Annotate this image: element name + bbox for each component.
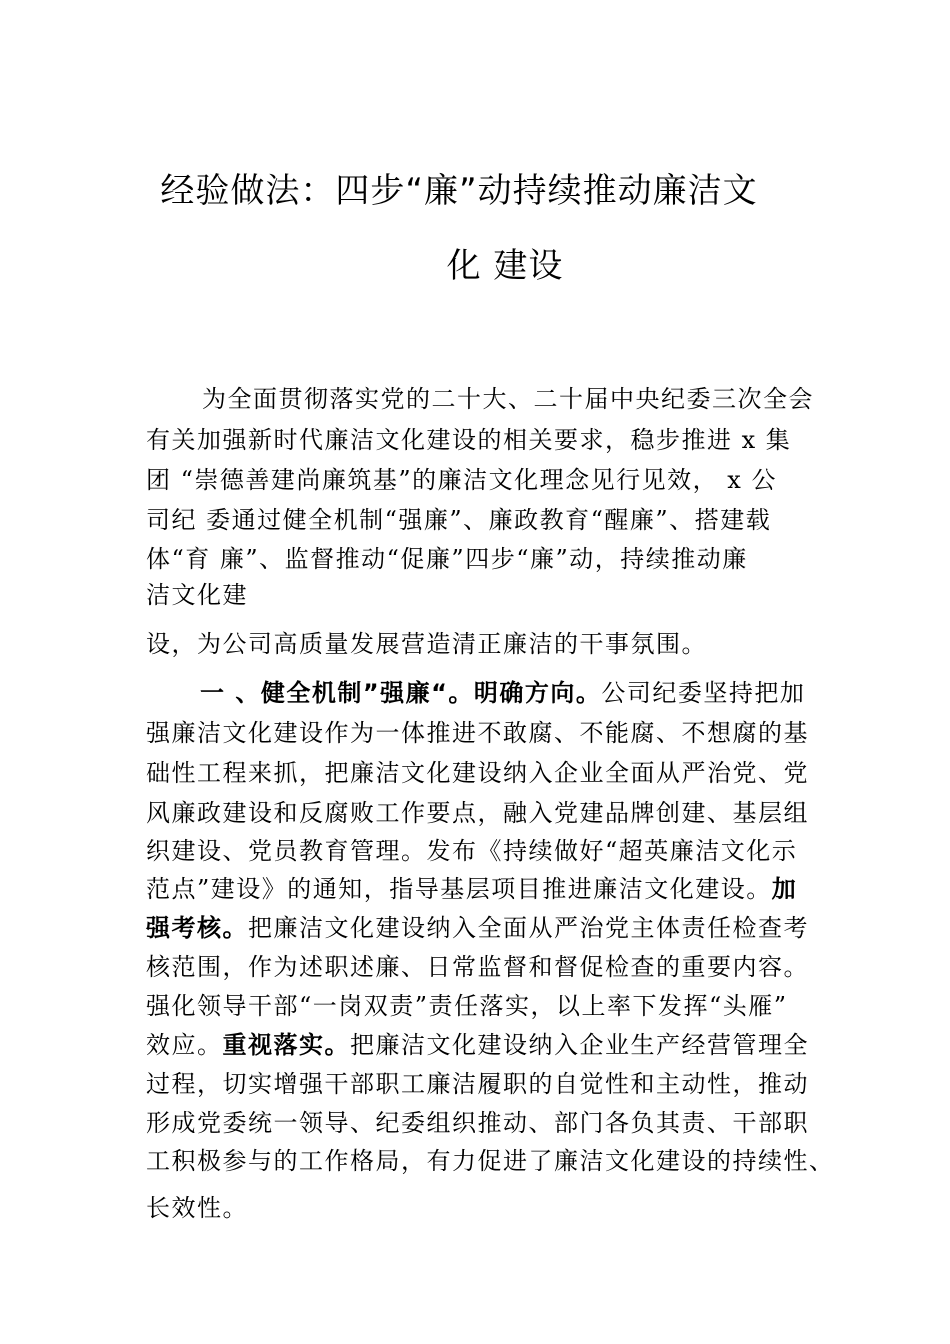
document-title-line-2: 化 建设 bbox=[446, 246, 564, 286]
document-title-line-1: 经验做法：四步“廉”动持续推动廉洁文 bbox=[160, 171, 758, 211]
paragraph-line: 础性工程来抓，把廉洁文化建设纳入企业全面从严治党、党 bbox=[146, 759, 809, 787]
subheading-assessment-start: 加 bbox=[771, 875, 798, 903]
intro-line: 洁文化建 bbox=[146, 581, 248, 609]
subheading-direction: 明确方向。 bbox=[473, 679, 602, 707]
paragraph-line: 长效性。 bbox=[146, 1194, 248, 1222]
paragraph-text: 把廉洁文化建设纳入全面从严治党主体责任检查考 bbox=[248, 914, 809, 942]
subheading-assessment-end: 强考核。 bbox=[146, 914, 248, 942]
paragraph-line bbox=[146, 1029, 809, 1061]
paragraph-text: 范点”建设》的通知，指导基层项目推进廉洁文化建设。 bbox=[146, 875, 772, 903]
paragraph-line: 风廉政建设和反腐败工作要点，融入党建品牌创建、基层组 bbox=[146, 799, 809, 827]
paragraph-line: 核范围，作为述职述廉、日常监督和督促检查的重要内容。 bbox=[146, 953, 809, 981]
paragraph-text: 把廉洁文化建设纳入企业生产经营管理全 bbox=[350, 1031, 809, 1059]
paragraph-line bbox=[146, 873, 797, 905]
paragraph-text: 效应。 bbox=[146, 1031, 223, 1059]
intro-line: 设，为公司高质量发展营造清正廉洁的干事氛围。 bbox=[146, 630, 707, 658]
paragraph-text: 公司纪委坚持把加 bbox=[601, 679, 806, 707]
paragraph-line bbox=[146, 912, 809, 944]
paragraph-line: 形成党委统一领导、纪委组织推动、部门各负其责、干部职 bbox=[146, 1109, 809, 1137]
section-1-first-line bbox=[200, 677, 805, 709]
intro-line: 司纪 委通过健全机制“强廉”、廉政教育“醒廉”、搭建载 bbox=[146, 506, 772, 534]
paragraph-line: 过程，切实增强干部职工廉洁履职的自觉性和主动性，推动 bbox=[146, 1070, 809, 1098]
paragraph-line: 织建设、党员教育管理。发布《持续做好“超英廉洁文化示 bbox=[146, 837, 798, 865]
paragraph-line: 工积极参与的工作格局，有力促进了廉洁文化建设的持续性、 bbox=[146, 1147, 835, 1175]
subheading-implementation: 重视落实。 bbox=[222, 1031, 350, 1059]
intro-line: 团 “崇德善建尚廉筑基”的廉洁文化理念见行见效， x 公 bbox=[146, 466, 777, 494]
paragraph-line: 强廉洁文化建设作为一体推进不敢腐、不能腐、不想腐的基 bbox=[146, 719, 809, 747]
intro-line: 为全面贯彻落实党的二十大、二十届中央纪委三次全会 bbox=[202, 385, 814, 413]
intro-line: 有关加强新时代廉洁文化建设的相关要求，稳步推进 x 集 bbox=[146, 426, 792, 454]
paragraph-line: 强化领导干部“一岗双责”责任落实，以上率下发挥“头雁” bbox=[146, 992, 788, 1020]
intro-line: 体“育 廉”、监督推动“促廉”四步“廉”动，持续推动廉 bbox=[146, 545, 748, 573]
section-1-heading: 一 、健全机制”强廉“。 bbox=[200, 679, 474, 707]
